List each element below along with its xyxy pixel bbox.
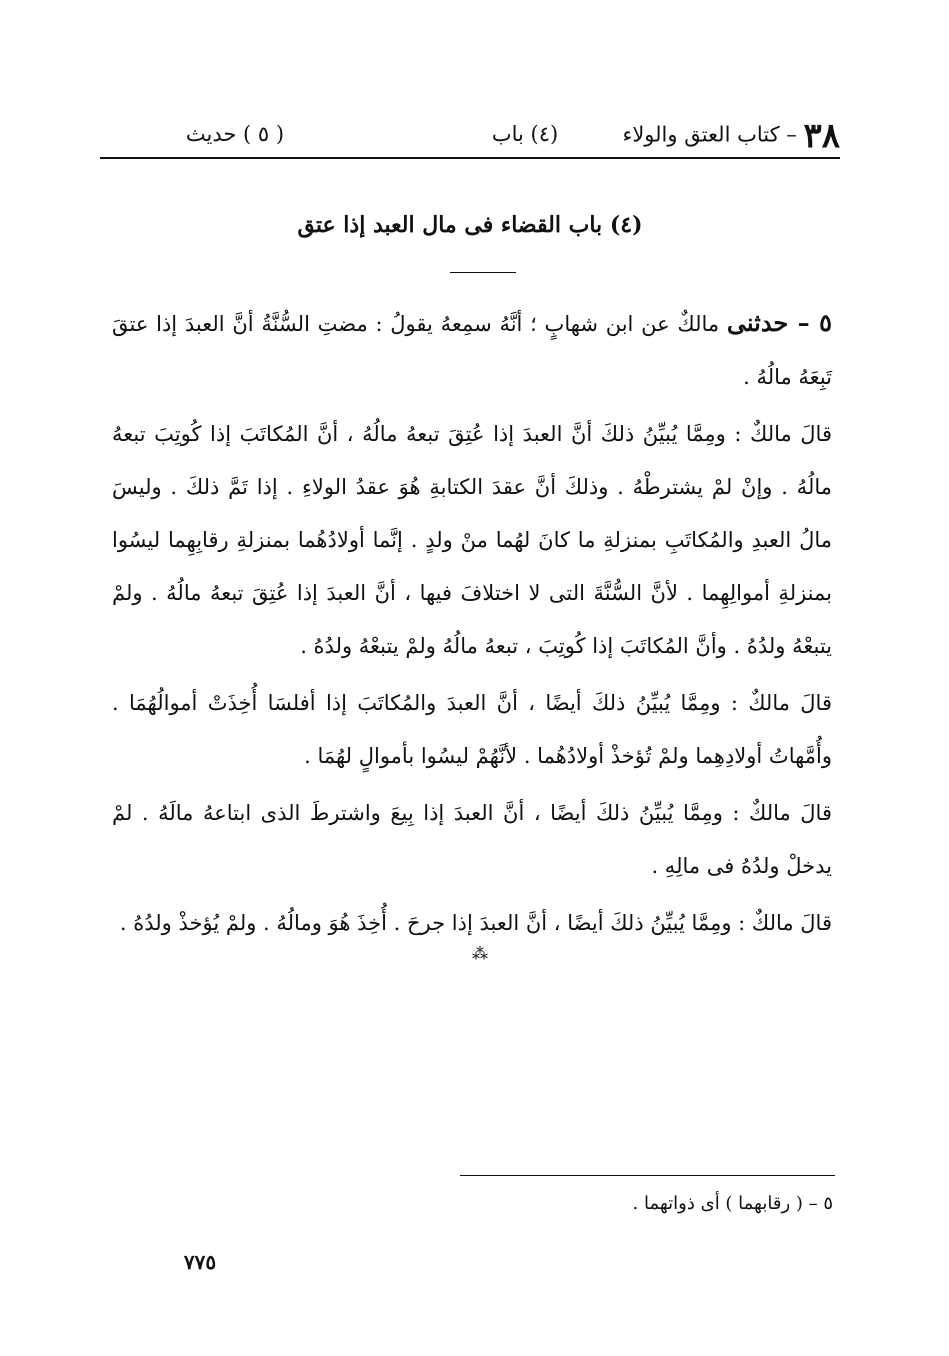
title-divider [450, 272, 516, 273]
header-bab: (٤) باب [491, 122, 559, 146]
header-rule [100, 157, 840, 159]
footnote: ٥ – ( رقابهما ) أى ذواتهما . [632, 1193, 833, 1214]
chapter-number: ٣٨ [803, 116, 840, 156]
chapter-title: – كتاب العتق والولاء [622, 122, 797, 147]
paragraph-4: قالَ مالكٌ : ومِمَّا يُبيِّنُ ذلكَ أيضًا ، أنَّ العبدَ إذا بِيعَ واشترطَ الذى ابتاعهُ مالَهُ . لمْ يدخلْ ولدُهُ فى مالِهِ . [112, 801, 832, 878]
paragraph-1 [112, 296, 832, 404]
paragraph-1-text: مالكٌ عن ابن شهابٍ ؛ أنَّهُ سمِعهُ يقولُ : مضتِ السُّنَّةُ أنَّ العبدَ إذا عتقَ تَبِعَهُ مالُهُ . [112, 312, 832, 389]
header-chapter [622, 116, 840, 156]
section-separator: ⁂ [472, 944, 488, 963]
page-number: ٧٧٥ [183, 1250, 217, 1274]
footnote-rule [460, 1175, 835, 1176]
paragraph-5: قالَ مالكٌ : ومِمَّا يُبيِّنُ ذلكَ أيضًا ، أنَّ العبدَ إذا جرحَ . أُخِذَ هُوَ ومالُهُ . ولمْ يُؤخذْ ولدُهُ . [119, 911, 832, 935]
hadith-lead: ٥ – حدثنى [726, 308, 832, 337]
header-hadith: ( ٥ ) حديث [185, 122, 285, 146]
running-header [100, 112, 840, 158]
body-text [112, 296, 832, 954]
paragraph-3: قالَ مالكٌ : ومِمَّا يُبيِّنُ ذلكَ أيضًا ، أنَّ العبدَ والمُكاتَبَ إذا أفلسَا أُخِذَتْ أموالُهُمَا . وأُمَّهاتُ أولادِهِما ولمْ تُؤخذْ أولادُهُما . لأنَّهُمْ ليسُوا بأموالٍ لهُمَا . [112, 691, 832, 768]
section-title: (٤) باب القضاء فى مال العبد إذا عتق [297, 212, 643, 238]
paragraph-2: قالَ مالكٌ : ومِمَّا يُبيِّنُ ذلكَ أنَّ العبدَ إذا عُتِقَ تبعهُ مالُهُ ، أنَّ المُكاتَبَ إذا كُوتِبَ تبعهُ مالُهُ . وإنْ لمْ يشترطْهُ . وذلكَ أنَّ عقدَ الكتابةِ هُوَ عقدُ الولاءِ . إذا تَمَّ ذلكَ . وليسَ مالُ العبدِ والمُكاتَبِ بمنزلةِ ما كانَ لهُما منْ ولدٍ . إنَّما أولادُهُما بمنزلةِ رقابِهِما ليسُوا بمنزلةِ أموالِهِما . لأنَّ السُّنَّةَ التى لا اختلافَ فيها ، أنَّ العبدَ إذا عُتِقَ تبعهُ مالُهُ . ولمْ يتبعْهُ ولدُهُ . وأنَّ المُكاتَبَ إذا كُوتِبَ ، تبعهُ مالُهُ ولمْ يتبعْهُ ولدُهُ . [112, 422, 832, 658]
